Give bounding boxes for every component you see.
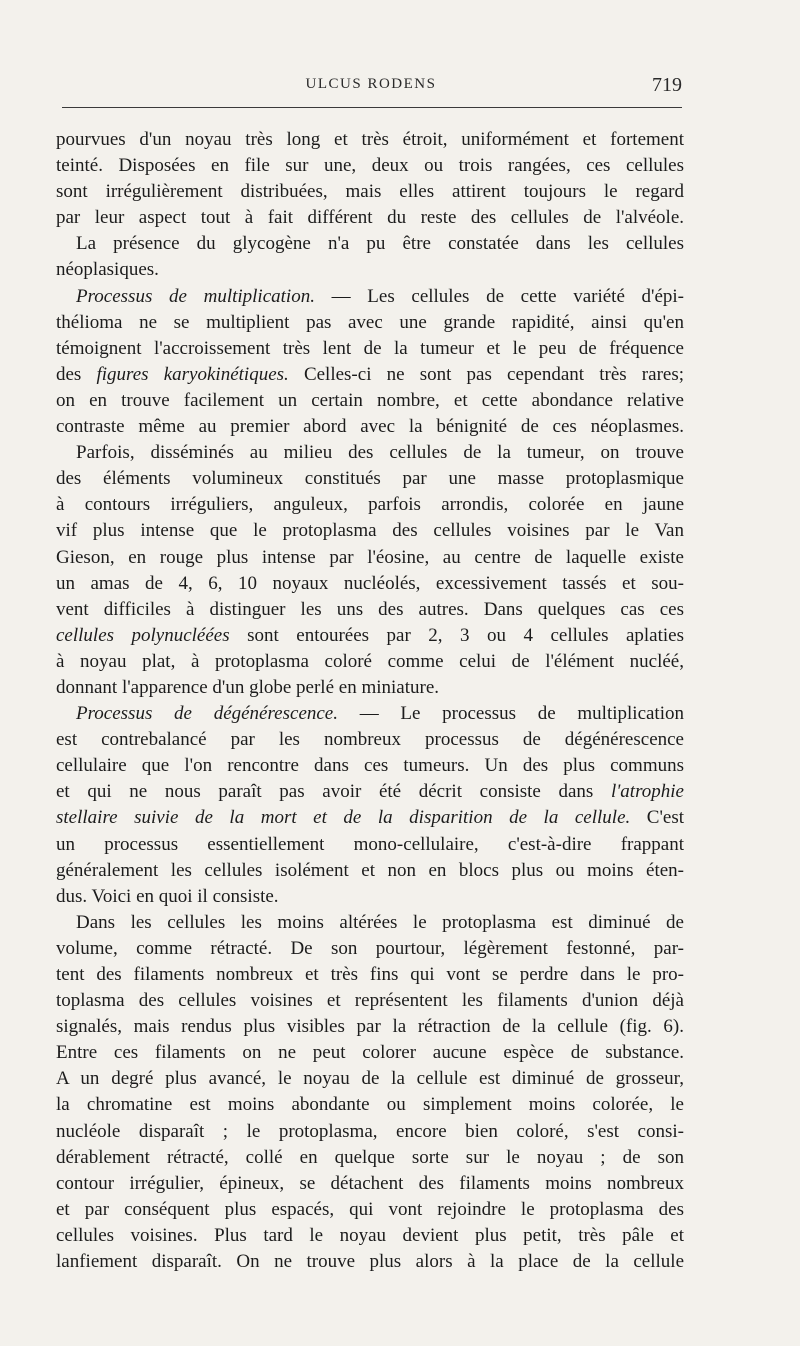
text-line bbox=[56, 884, 684, 910]
text-line bbox=[56, 675, 684, 701]
text-run: généralement les cellules isolément et non en blocs plus ou moins éten- bbox=[56, 859, 684, 881]
text-line bbox=[56, 936, 684, 962]
text-line bbox=[56, 310, 684, 336]
text-run: témoignent l'accroissement très lent de la tumeur et le peu de fréquence bbox=[56, 337, 684, 359]
text-run: vent difficiles à distinguer les uns des autres. Dans quelques cas ces bbox=[56, 598, 684, 620]
text-run: à contours irréguliers, anguleux, parfois arrondis, colorée en jaune bbox=[56, 494, 684, 516]
header-rule bbox=[62, 107, 682, 108]
italic-run: figures karyokinétiques. bbox=[96, 363, 289, 385]
text-line bbox=[56, 284, 684, 310]
text-line bbox=[56, 1197, 684, 1223]
text-run: Dans les cellules les moins altérées le protoplasma est diminué de bbox=[76, 911, 684, 933]
text-run: Entre ces filaments on ne peut colorer aucune espèce de substance. bbox=[56, 1042, 684, 1064]
italic-run: l'atrophie bbox=[610, 781, 684, 803]
text-line bbox=[56, 1145, 684, 1171]
text-run: teinté. Disposées en file sur une, deux ou trois rangées, ces cellules bbox=[56, 155, 684, 177]
text-run: Parfois, disséminés au milieu des cellules de la tumeur, on trouve bbox=[76, 442, 684, 464]
text-line bbox=[56, 910, 684, 936]
text-line bbox=[56, 988, 684, 1014]
text-run: — Le processus de multiplication bbox=[338, 703, 684, 725]
text-run: toplasma des cellules voisines et représentent les filaments d'union déjà bbox=[56, 990, 684, 1012]
text-run: — Les cellules de cette variété d'épi- bbox=[314, 285, 684, 307]
text-line bbox=[56, 127, 684, 153]
text-run: sont irrégulièrement distribuées, mais elles attirent toujours le regard bbox=[56, 181, 684, 203]
text-run: des éléments volumineux constitués par une masse protoplasmique bbox=[56, 468, 684, 490]
text-run: volume, comme rétracté. De son pourtour, légèrement festonné, par- bbox=[56, 937, 684, 959]
text-line bbox=[56, 440, 684, 466]
text-run: cellules voisines. Plus tard le noyau devient plus petit, très pâle et bbox=[56, 1224, 684, 1246]
text-line bbox=[56, 518, 684, 544]
text-line bbox=[56, 649, 684, 675]
text-line bbox=[56, 153, 684, 179]
text-run: un processus essentiellement mono-cellulaire, c'est-à-dire frappant bbox=[56, 833, 684, 855]
running-title: ULCUS RODENS bbox=[305, 76, 437, 92]
text-line bbox=[56, 545, 684, 571]
text-line bbox=[56, 571, 684, 597]
text-line bbox=[56, 231, 684, 257]
text-line bbox=[56, 858, 684, 884]
text-run: par leur aspect tout à fait différent du reste des cellules de l'alvéole. bbox=[56, 207, 684, 229]
text-line bbox=[56, 597, 684, 623]
text-line bbox=[56, 1092, 684, 1118]
text-line bbox=[56, 727, 684, 753]
text-line bbox=[56, 414, 684, 440]
text-run: La présence du glycogène n'a pu être constatée dans les cellules bbox=[76, 233, 684, 255]
text-run: des bbox=[56, 363, 97, 385]
text-run: cellulaire que l'on rencontre dans ces tumeurs. Un des plus communs bbox=[56, 755, 684, 777]
text-run: thélioma ne se multiplient pas avec une grande rapidité, ainsi qu'en bbox=[56, 311, 684, 333]
text-line bbox=[56, 388, 684, 414]
text-run: donnant l'apparence d'un globe perlé en miniature. bbox=[56, 676, 440, 698]
text-run: lanfiement disparaît. On ne trouve plus alors à la place de la cellule bbox=[56, 1251, 684, 1273]
text-line bbox=[56, 1249, 684, 1275]
text-run: la chromatine est moins abondante ou simplement moins colorée, le bbox=[56, 1094, 684, 1116]
text-run: contour irrégulier, épineux, se détachent des filaments moins nombreux bbox=[56, 1172, 684, 1194]
text-run: et par conséquent plus espacés, qui vont rejoindre le protoplasma des bbox=[56, 1198, 684, 1220]
text-line bbox=[56, 805, 684, 831]
text-line bbox=[56, 779, 684, 805]
text-line bbox=[56, 1066, 684, 1092]
italic-run: stellaire suivie de la mort et de la disparition de la cellule. bbox=[56, 807, 631, 829]
text-line bbox=[56, 179, 684, 205]
text-line bbox=[56, 701, 684, 727]
text-line bbox=[56, 205, 684, 231]
text-line bbox=[56, 466, 684, 492]
text-run: dérablement rétracté, collé en quelque sorte sur le noyau ; de son bbox=[56, 1146, 684, 1168]
text-run: néoplasiques. bbox=[56, 259, 159, 281]
text-run: A un degré plus avancé, le noyau de la cellule est diminué de grosseur, bbox=[56, 1068, 684, 1090]
text-run: C'est bbox=[630, 807, 684, 829]
text-run: on en trouve facilement un certain nombre, et cette abondance relative bbox=[56, 389, 684, 411]
text-line bbox=[56, 832, 684, 858]
text-run: Celles-ci ne sont pas cependant très rares; bbox=[288, 363, 684, 385]
text-line bbox=[56, 257, 684, 283]
italic-run: cellules polynucléées bbox=[56, 624, 230, 646]
page-number: 719 bbox=[652, 74, 682, 96]
text-run: tent des filaments nombreux et très fins qui vont se perdre dans le pro- bbox=[56, 964, 684, 985]
text-line bbox=[56, 753, 684, 779]
text-run: dus. Voici en quoi il consiste. bbox=[56, 885, 279, 907]
text-line bbox=[56, 1171, 684, 1197]
text-run: un amas de 4, 6, 10 noyaux nucléolés, excessivement tassés et sou- bbox=[56, 572, 684, 594]
text-line bbox=[56, 1223, 684, 1249]
text-line bbox=[56, 362, 684, 388]
text-run: et qui ne nous paraît pas avoir été décrit consiste dans bbox=[56, 781, 611, 803]
text-run: est contrebalancé par les nombreux processus de dégénérescence bbox=[56, 729, 684, 751]
text-run: contraste même au premier abord avec la bénignité de ces néoplasmes. bbox=[56, 416, 684, 438]
text-run: Gieson, en rouge plus intense par l'éosine, au centre de laquelle existe bbox=[56, 546, 684, 568]
italic-run: Processus de multiplication. bbox=[76, 285, 315, 307]
text-line bbox=[56, 336, 684, 362]
text-run: nucléole disparaît ; le protoplasma, encore bien coloré, s'est consi- bbox=[56, 1120, 684, 1142]
italic-run: Processus de dégénérescence. bbox=[76, 703, 338, 725]
page-header bbox=[58, 76, 684, 98]
text-run: vif plus intense que le protoplasma des cellules voisines par le Van bbox=[56, 520, 684, 542]
text-line bbox=[56, 1014, 684, 1040]
text-run: signalés, mais rendus plus visibles par la rétraction de la cellule (fig. 6). bbox=[56, 1016, 684, 1038]
text-run: pourvues d'un noyau très long et très étroit, uniformément et fortement bbox=[56, 129, 684, 150]
text-line bbox=[56, 623, 684, 649]
text-line bbox=[56, 962, 684, 988]
text-line bbox=[56, 1040, 684, 1066]
text-line bbox=[56, 492, 684, 518]
text-run: sont entourées par 2, 3 ou 4 cellules aplaties bbox=[229, 624, 684, 646]
text-run: à noyau plat, à protoplasma coloré comme celui de l'élément nucléé, bbox=[56, 650, 684, 672]
body-text bbox=[56, 127, 684, 1275]
text-line bbox=[56, 1119, 684, 1145]
